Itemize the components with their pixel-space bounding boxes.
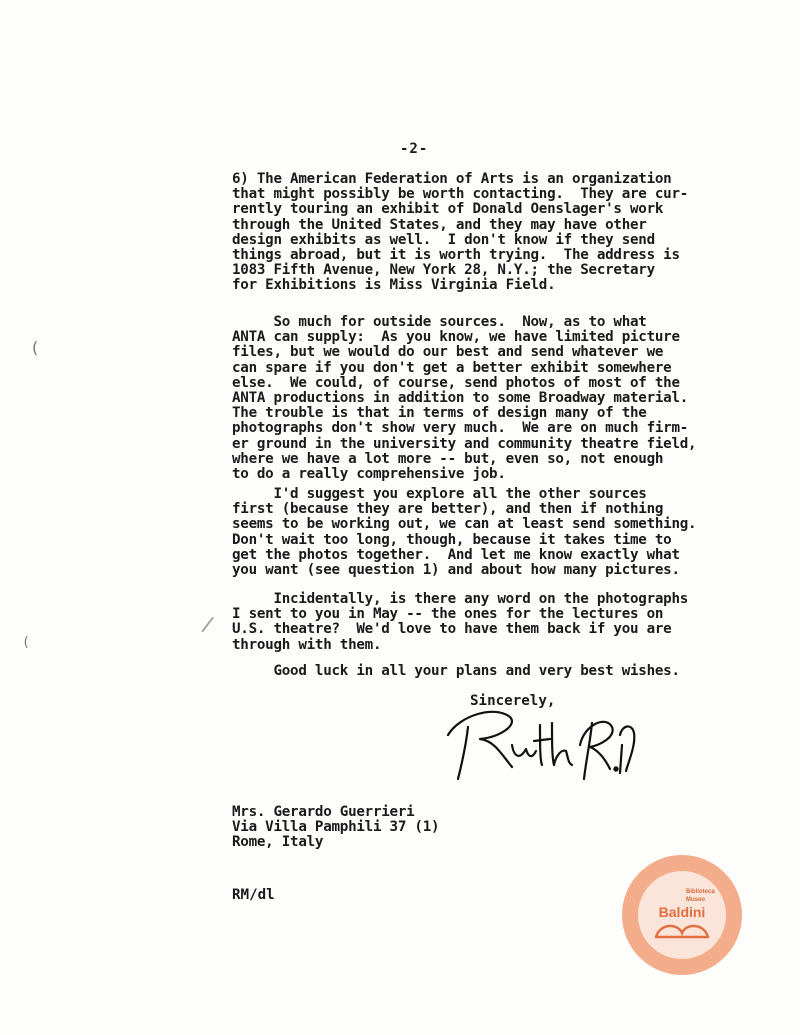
text-line: that might possibly be worth contacting. They are cur-: [232, 186, 689, 203]
text-line: I sent to you in May -- the ones for the lectures on: [232, 606, 664, 623]
paragraph-2: [232, 315, 772, 482]
text-line: Incidentally, is there any word on the photographs: [232, 591, 689, 607]
text-line: I'd suggest you explore all the other sources: [232, 486, 647, 502]
text-line: files, but we would do our best and send whatever we: [232, 344, 664, 361]
margin-mark: (: [22, 635, 30, 650]
text-line: through the United States, and they may have other: [232, 216, 647, 233]
stamp-text-line-1: Biblioteca: [686, 889, 715, 895]
text-line: Don't wait too long, though, because it takes time to: [232, 531, 672, 548]
text-line: So much for outside sources. Now, as to what: [232, 314, 647, 330]
reference-initials: RM/dl: [232, 887, 275, 903]
text-line: for Exhibitions is Miss Virginia Field.: [232, 277, 556, 294]
margin-mark: /: [199, 611, 217, 637]
text-line: 6) The American Federation of Arts is an organization: [232, 171, 672, 187]
text-line: Good luck in all your plans and very best wishes.: [232, 663, 680, 679]
text-line: else. We could, of course, send photos of most of the: [232, 374, 680, 391]
address-line: Rome, Italy: [232, 834, 324, 851]
text-line: rently touring an exhibit of Donald Oenslager's work: [232, 201, 664, 218]
text-line: design exhibits as well. I don't know if they send: [232, 231, 655, 248]
address-line: Mrs. Gerardo Guerrieri: [232, 804, 415, 820]
library-stamp-logo: [620, 853, 744, 977]
text-line: get the photos together. And let me know exactly what: [232, 546, 680, 563]
page-number: -2-: [400, 141, 429, 157]
recipient-address: [232, 805, 772, 851]
text-line: can spare if you don't get a better exhibit somewhere: [232, 359, 672, 376]
text-line: first (because they are better), and then if nothing: [232, 501, 664, 518]
text-line: photographs don't show very much. We are on much firm-: [232, 420, 689, 437]
text-line: things abroad, but it is worth trying. The address is: [232, 246, 680, 263]
paragraph-5: [232, 664, 772, 679]
text-line: where we have a lot more -- but, even so, not enough: [232, 450, 664, 467]
stamp-text-line-3: Baldini: [658, 904, 706, 920]
paragraph-4: [232, 592, 772, 653]
closing: Sincerely,: [470, 693, 556, 709]
address-line: Via Villa Pamphili 37 (1): [232, 819, 440, 836]
text-line: 1083 Fifth Avenue, New York 28, N.Y.; the Secretary: [232, 262, 655, 279]
handwritten-signature: [440, 705, 640, 790]
text-line: you want (see question 1) and about how many pictures.: [232, 561, 680, 578]
text-line: U.S. theatre? We'd love to have them back if you are: [232, 621, 672, 638]
text-line: ANTA productions in addition to some Broadway material.: [232, 389, 689, 406]
text-line: seems to be working out, we can at least send something.: [232, 516, 697, 533]
text-line: ANTA can supply: As you know, we have limited picture: [232, 329, 680, 346]
stamp-text-line-2: Museo: [686, 897, 706, 903]
paragraph-3: [232, 487, 772, 578]
text-line: to do a really comprehensive job.: [232, 465, 506, 482]
text-line: The trouble is that in terms of design many of the: [232, 405, 647, 422]
text-line: er ground in the university and community theatre field,: [232, 435, 697, 452]
paragraph-1: [232, 172, 772, 294]
text-line: through with them.: [232, 636, 382, 653]
margin-mark: (: [30, 338, 40, 357]
